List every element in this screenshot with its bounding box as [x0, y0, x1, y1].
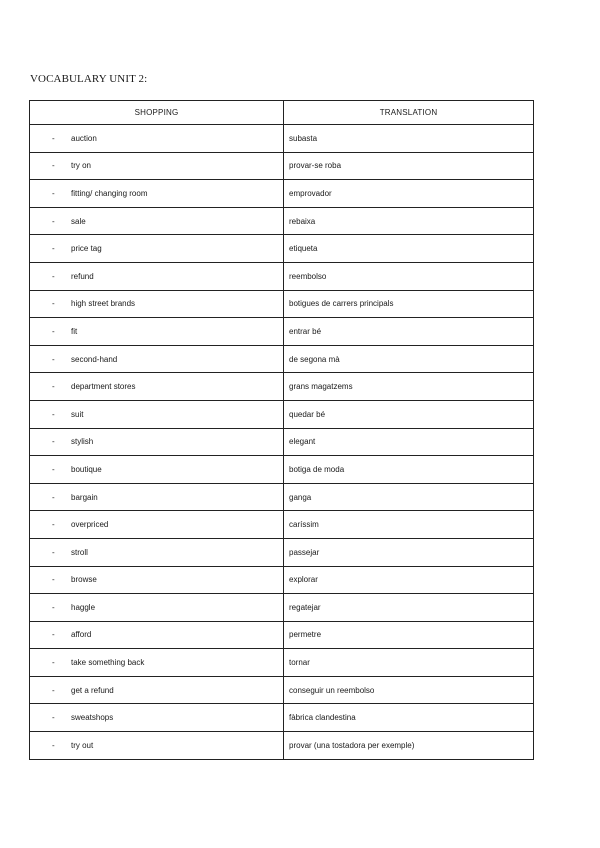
term-cell — [30, 428, 284, 456]
vocabulary-table — [29, 100, 534, 760]
term-cell — [30, 456, 284, 484]
term-text: take something back — [71, 658, 145, 668]
table-row — [30, 262, 534, 290]
term-text: department stores — [71, 382, 136, 392]
list-bullet: - — [52, 299, 55, 309]
term-text: stroll — [71, 547, 88, 557]
translation-cell: emprovador — [284, 180, 534, 208]
translation-cell: subasta — [284, 125, 534, 153]
term-cell — [30, 676, 284, 704]
term-text: boutique — [71, 464, 102, 474]
term-cell — [30, 207, 284, 235]
term-cell — [30, 318, 284, 346]
list-bullet: - — [52, 354, 55, 364]
term-cell — [30, 621, 284, 649]
table-row — [30, 483, 534, 511]
term-text: browse — [71, 575, 97, 585]
list-bullet: - — [52, 409, 55, 419]
table-row — [30, 676, 534, 704]
term-cell — [30, 345, 284, 373]
term-text: get a refund — [71, 685, 114, 695]
table-row — [30, 511, 534, 539]
list-bullet: - — [52, 188, 55, 198]
table-row — [30, 290, 534, 318]
list-bullet: - — [52, 464, 55, 474]
translation-cell: tornar — [284, 649, 534, 677]
translation-cell: caríssim — [284, 511, 534, 539]
term-cell — [30, 400, 284, 428]
list-bullet: - — [52, 133, 55, 143]
term-cell — [30, 566, 284, 594]
term-cell — [30, 594, 284, 622]
table-row — [30, 400, 534, 428]
term-text: try on — [71, 161, 92, 171]
list-bullet: - — [52, 630, 55, 640]
list-bullet: - — [52, 520, 55, 530]
list-bullet: - — [52, 685, 55, 695]
table-row — [30, 373, 534, 401]
term-cell — [30, 235, 284, 263]
list-bullet: - — [52, 602, 55, 612]
translation-cell: reembolso — [284, 262, 534, 290]
list-bullet: - — [52, 216, 55, 226]
table-row — [30, 152, 534, 180]
translation-cell: de segona mà — [284, 345, 534, 373]
translation-cell: fàbrica clandestina — [284, 704, 534, 732]
translation-cell: botigues de carrers principals — [284, 290, 534, 318]
translation-cell: permetre — [284, 621, 534, 649]
term-cell — [30, 538, 284, 566]
list-bullet: - — [52, 271, 55, 281]
list-bullet: - — [52, 437, 55, 447]
term-text: fit — [71, 326, 78, 336]
table-row — [30, 538, 534, 566]
translation-cell: botiga de moda — [284, 456, 534, 484]
translation-cell: provar (una tostadora per exemple) — [284, 732, 534, 760]
table-row — [30, 235, 534, 263]
table-header-row — [30, 101, 534, 125]
term-cell — [30, 704, 284, 732]
translation-cell: rebaixa — [284, 207, 534, 235]
translation-cell: ganga — [284, 483, 534, 511]
term-text: sale — [71, 216, 86, 226]
term-text: auction — [71, 133, 97, 143]
table-row — [30, 732, 534, 760]
list-bullet: - — [52, 326, 55, 336]
term-text: suit — [71, 409, 84, 419]
translation-cell: grans magatzems — [284, 373, 534, 401]
table-row — [30, 345, 534, 373]
term-text: price tag — [71, 244, 102, 254]
table-row — [30, 428, 534, 456]
term-cell — [30, 290, 284, 318]
term-cell — [30, 483, 284, 511]
term-text: refund — [71, 271, 94, 281]
term-cell — [30, 373, 284, 401]
translation-cell: quedar bé — [284, 400, 534, 428]
translation-cell: passejar — [284, 538, 534, 566]
table-row — [30, 594, 534, 622]
translation-cell: elegant — [284, 428, 534, 456]
table-row — [30, 649, 534, 677]
column-header-translation: TRANSLATION — [284, 101, 534, 125]
list-bullet: - — [52, 713, 55, 723]
term-text: stylish — [71, 437, 94, 447]
list-bullet: - — [52, 244, 55, 254]
term-cell — [30, 180, 284, 208]
table-row — [30, 704, 534, 732]
term-text: try out — [71, 740, 94, 750]
translation-cell: conseguir un reembolso — [284, 676, 534, 704]
table-row — [30, 566, 534, 594]
list-bullet: - — [52, 492, 55, 502]
term-cell — [30, 262, 284, 290]
term-cell — [30, 649, 284, 677]
term-cell — [30, 511, 284, 539]
term-text: second-hand — [71, 354, 118, 364]
table-row — [30, 318, 534, 346]
list-bullet: - — [52, 740, 55, 750]
translation-cell: regatejar — [284, 594, 534, 622]
translation-cell: explorar — [284, 566, 534, 594]
translation-cell: entrar bé — [284, 318, 534, 346]
table-row — [30, 456, 534, 484]
term-cell — [30, 732, 284, 760]
table-row — [30, 180, 534, 208]
table-row — [30, 125, 534, 153]
list-bullet: - — [52, 547, 55, 557]
table-row — [30, 621, 534, 649]
table-row — [30, 207, 534, 235]
term-text: fitting/ changing room — [71, 188, 148, 198]
term-text: sweatshops — [71, 713, 114, 723]
list-bullet: - — [52, 658, 55, 668]
term-cell — [30, 125, 284, 153]
term-cell — [30, 152, 284, 180]
list-bullet: - — [52, 575, 55, 585]
page-title: VOCABULARY UNIT 2: — [30, 73, 148, 85]
term-text: high street brands — [71, 299, 136, 309]
translation-cell: etiqueta — [284, 235, 534, 263]
term-text: overpriced — [71, 520, 109, 530]
column-header-shopping: SHOPPING — [30, 101, 284, 125]
translation-cell: provar-se roba — [284, 152, 534, 180]
table-body — [30, 125, 534, 760]
term-text: haggle — [71, 602, 96, 612]
term-text: afford — [71, 630, 92, 640]
list-bullet: - — [52, 161, 55, 171]
list-bullet: - — [52, 382, 55, 392]
term-text: bargain — [71, 492, 98, 502]
